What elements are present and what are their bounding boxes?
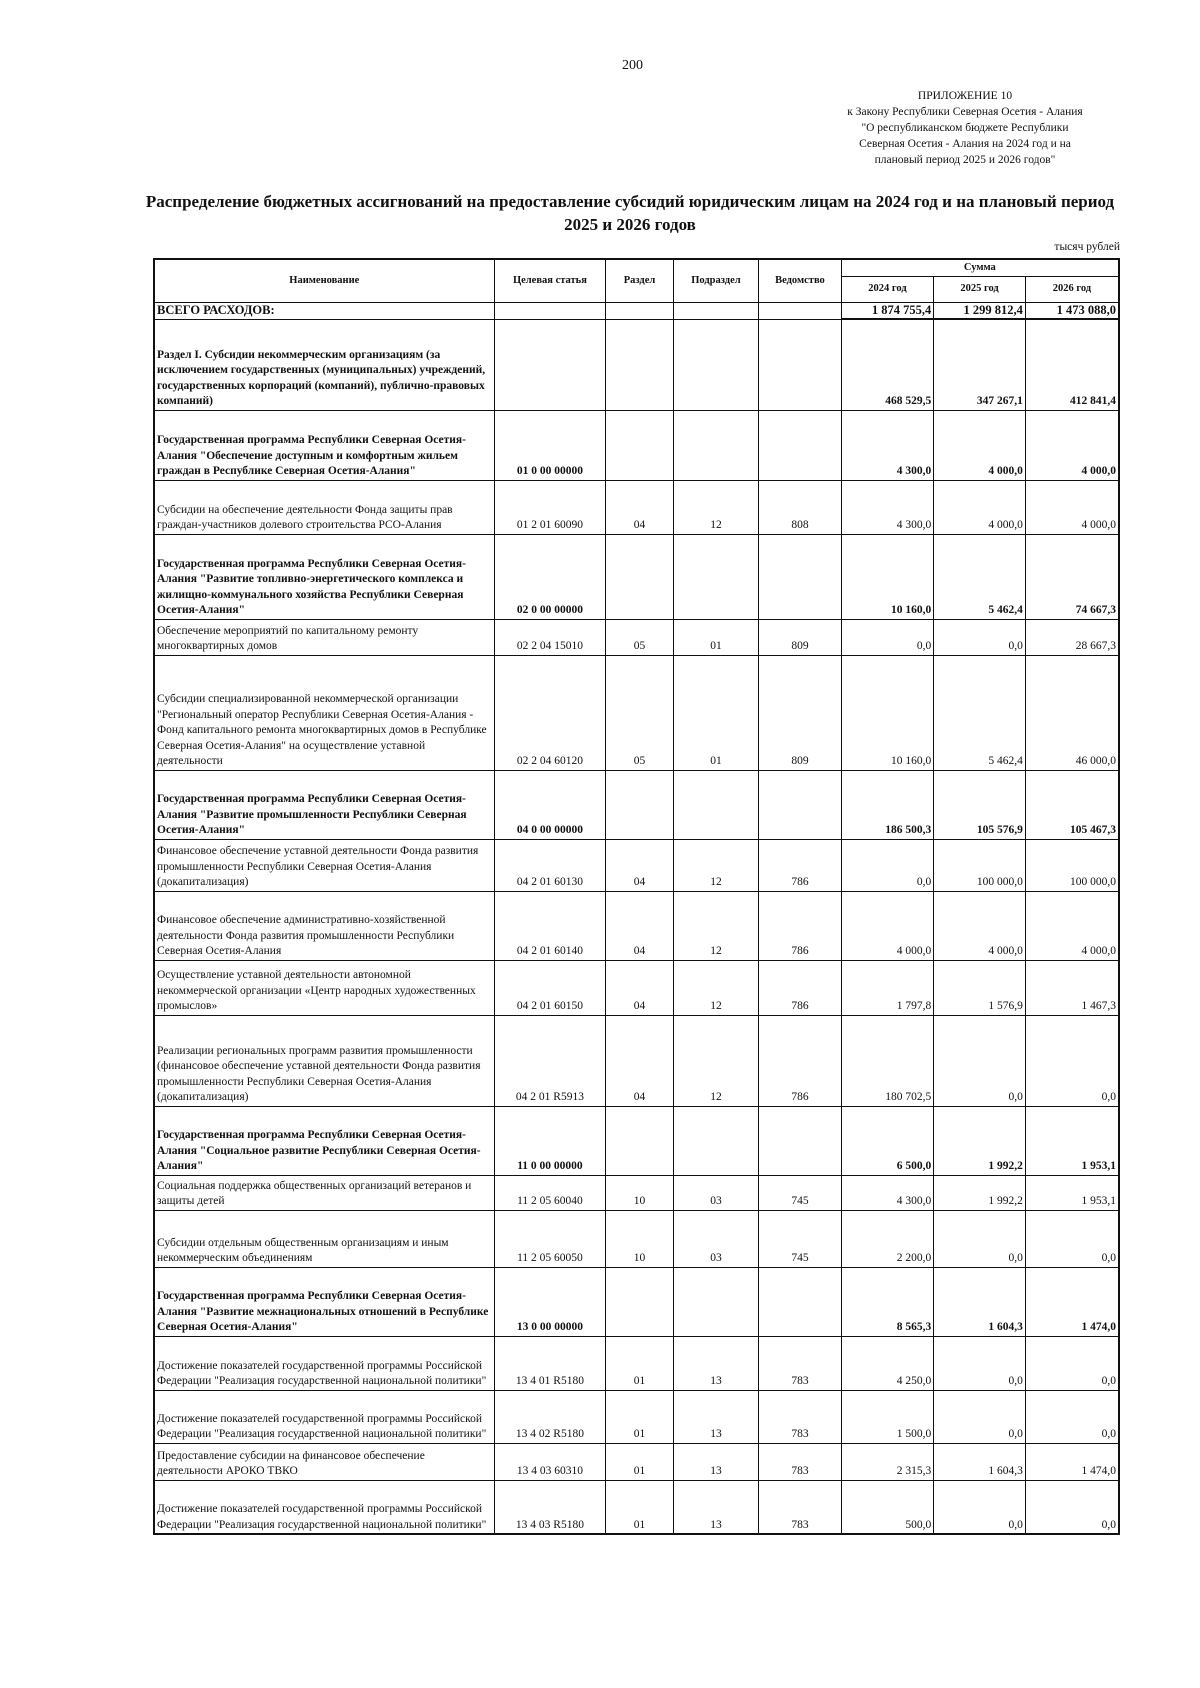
program-row bbox=[154, 534, 1119, 619]
row-2024: 2 315,3 bbox=[841, 1443, 934, 1480]
row-subsection: 01 bbox=[673, 655, 759, 770]
row-2025: 5 462,4 bbox=[934, 534, 1026, 619]
row-subsection bbox=[673, 319, 759, 410]
table-row bbox=[154, 1390, 1119, 1443]
row-target: 13 0 00 00000 bbox=[494, 1267, 606, 1336]
row-2025: 1 992,2 bbox=[934, 1106, 1026, 1175]
table-row bbox=[154, 480, 1119, 534]
row-department: 745 bbox=[759, 1210, 842, 1267]
row-name: Финансовое обеспечение уставной деятельности Фонда развития промышленности Республики Северная Осетия-Алания (докапитализация) bbox=[154, 839, 494, 891]
row-2025: 0,0 bbox=[934, 1480, 1026, 1534]
row-subsection: 03 bbox=[673, 1175, 759, 1210]
page-number: 200 bbox=[622, 58, 643, 73]
table-row bbox=[154, 655, 1119, 770]
row-2025: 347 267,1 bbox=[934, 319, 1026, 410]
row-2025: 5 462,4 bbox=[934, 655, 1026, 770]
row-2026: 4 000,0 bbox=[1025, 410, 1119, 480]
row-section bbox=[606, 410, 673, 480]
row-department: 783 bbox=[759, 1480, 842, 1534]
row-2024: 6 500,0 bbox=[841, 1106, 934, 1175]
row-target: 01 0 00 00000 bbox=[494, 410, 606, 480]
row-subsection: 12 bbox=[673, 480, 759, 534]
row-name: Достижение показателей государственной программы Российской Федерации "Реализация государственной национальной политики" bbox=[154, 1336, 494, 1390]
row-section: 04 bbox=[606, 480, 673, 534]
row-2024: 8 565,3 bbox=[841, 1267, 934, 1336]
row-department: 783 bbox=[759, 1390, 842, 1443]
row-name: Предоставление субсидии на финансовое обеспечение деятельности АРОКО ТВКО bbox=[154, 1443, 494, 1480]
row-2026: 4 000,0 bbox=[1025, 480, 1119, 534]
row-2026: 0,0 bbox=[1025, 1210, 1119, 1267]
row-name: Финансовое обеспечение административно-хозяйственной деятельности Фонда развития промышленности Республики Северная Осетия-Алания bbox=[154, 891, 494, 960]
table-row bbox=[154, 839, 1119, 891]
row-2026: 46 000,0 bbox=[1025, 655, 1119, 770]
row-department: 783 bbox=[759, 1443, 842, 1480]
row-section bbox=[606, 319, 673, 410]
row-target: 13 4 01 R5180 bbox=[494, 1336, 606, 1390]
row-subsection bbox=[673, 410, 759, 480]
row-2025: 0,0 bbox=[934, 1210, 1026, 1267]
total-2026: 1 473 088,0 bbox=[1025, 302, 1119, 319]
row-2026: 0,0 bbox=[1025, 1336, 1119, 1390]
row-2026: 74 667,3 bbox=[1025, 534, 1119, 619]
program-row bbox=[154, 770, 1119, 839]
row-section: 01 bbox=[606, 1336, 673, 1390]
row-section bbox=[606, 1106, 673, 1175]
row-subsection: 01 bbox=[673, 619, 759, 655]
header-2026: 2026 год bbox=[1025, 276, 1119, 302]
row-subsection: 13 bbox=[673, 1480, 759, 1534]
row-2024: 0,0 bbox=[841, 619, 934, 655]
row-2024: 4 300,0 bbox=[841, 1175, 934, 1210]
header-department: Ведомство bbox=[759, 259, 842, 302]
row-name: Государственная программа Республики Северная Осетия-Алания "Развитие топливно-энергетического комплекса и жилищно-коммунального хозяйства Республики Северная Осетия-Алания" bbox=[154, 534, 494, 619]
row-2025: 4 000,0 bbox=[934, 480, 1026, 534]
row-name: Достижение показателей государственной программы Российской Федерации "Реализация государственной национальной политики" bbox=[154, 1390, 494, 1443]
table-row bbox=[154, 1210, 1119, 1267]
row-2024: 180 702,5 bbox=[841, 1015, 934, 1106]
row-2026: 0,0 bbox=[1025, 1480, 1119, 1534]
row-department bbox=[759, 534, 842, 619]
row-section: 05 bbox=[606, 619, 673, 655]
row-target: 13 4 02 R5180 bbox=[494, 1390, 606, 1443]
table-row bbox=[154, 960, 1119, 1015]
row-target: 02 2 04 60120 bbox=[494, 655, 606, 770]
row-section bbox=[606, 534, 673, 619]
row-subsection: 12 bbox=[673, 960, 759, 1015]
row-2026: 0,0 bbox=[1025, 1390, 1119, 1443]
row-2024: 186 500,3 bbox=[841, 770, 934, 839]
row-2024: 1 797,8 bbox=[841, 960, 934, 1015]
program-row bbox=[154, 319, 1119, 410]
appendix-line-4: Северная Осетия - Алания на 2024 год и на bbox=[859, 138, 1071, 150]
row-section: 01 bbox=[606, 1443, 673, 1480]
row-section: 01 bbox=[606, 1390, 673, 1443]
row-target: 01 2 01 60090 bbox=[494, 480, 606, 534]
row-department: 809 bbox=[759, 619, 842, 655]
header-2024: 2024 год bbox=[841, 276, 934, 302]
table-row bbox=[154, 1175, 1119, 1210]
row-section: 04 bbox=[606, 891, 673, 960]
total-2025: 1 299 812,4 bbox=[934, 302, 1026, 319]
row-section: 10 bbox=[606, 1175, 673, 1210]
program-row bbox=[154, 1106, 1119, 1175]
table-row bbox=[154, 891, 1119, 960]
row-name: Достижение показателей государственной программы Российской Федерации "Реализация государственной национальной политики" bbox=[154, 1480, 494, 1534]
row-2025: 0,0 bbox=[934, 619, 1026, 655]
row-2024: 4 300,0 bbox=[841, 480, 934, 534]
row-department: 786 bbox=[759, 1015, 842, 1106]
row-target: 13 4 03 R5180 bbox=[494, 1480, 606, 1534]
row-department bbox=[759, 770, 842, 839]
row-section: 10 bbox=[606, 1210, 673, 1267]
header-name: Наименование bbox=[154, 259, 494, 302]
row-target: 04 2 01 60140 bbox=[494, 891, 606, 960]
appendix-line-1: ПРИЛОЖЕНИЕ 10 bbox=[917, 90, 1013, 102]
row-2025: 1 604,3 bbox=[934, 1267, 1026, 1336]
row-2026: 412 841,4 bbox=[1025, 319, 1119, 410]
total-department bbox=[759, 302, 842, 319]
row-section: 04 bbox=[606, 839, 673, 891]
row-section: 05 bbox=[606, 655, 673, 770]
row-department: 786 bbox=[759, 839, 842, 891]
row-subsection bbox=[673, 534, 759, 619]
program-row bbox=[154, 410, 1119, 480]
row-subsection: 12 bbox=[673, 1015, 759, 1106]
row-name: Государственная программа Республики Северная Осетия-Алания "Развитие межнациональных отношений в Республике Северная Осетия-Алания" bbox=[154, 1267, 494, 1336]
row-2025: 0,0 bbox=[934, 1390, 1026, 1443]
row-target: 02 2 04 15010 bbox=[494, 619, 606, 655]
row-department bbox=[759, 410, 842, 480]
row-department bbox=[759, 319, 842, 410]
row-target bbox=[494, 319, 606, 410]
program-row bbox=[154, 1267, 1119, 1336]
row-name: Осуществление уставной деятельности автономной некоммерческой организации «Центр народных художественных промыслов» bbox=[154, 960, 494, 1015]
row-subsection bbox=[673, 1106, 759, 1175]
total-section bbox=[606, 302, 673, 319]
row-2026: 105 467,3 bbox=[1025, 770, 1119, 839]
appendix-heading bbox=[800, 88, 1130, 168]
row-subsection: 13 bbox=[673, 1336, 759, 1390]
row-2026: 28 667,3 bbox=[1025, 619, 1119, 655]
row-section bbox=[606, 1267, 673, 1336]
row-2026: 4 000,0 bbox=[1025, 891, 1119, 960]
row-department: 786 bbox=[759, 891, 842, 960]
row-section bbox=[606, 770, 673, 839]
header-target: Целевая статья bbox=[494, 259, 606, 302]
row-2024: 4 250,0 bbox=[841, 1336, 934, 1390]
row-2026: 100 000,0 bbox=[1025, 839, 1119, 891]
document-title: Распределение бюджетных ассигнований на предоставление субсидий юридическим лицам на 2024 год и на плановый период 2025 и 2026 годов bbox=[145, 192, 1115, 234]
row-subsection bbox=[673, 1267, 759, 1336]
row-2025: 1 604,3 bbox=[934, 1443, 1026, 1480]
row-subsection: 13 bbox=[673, 1390, 759, 1443]
row-target: 04 2 01 60130 bbox=[494, 839, 606, 891]
total-subsection bbox=[673, 302, 759, 319]
appendix-line-2: к Закону Республики Северная Осетия - Алания bbox=[847, 106, 1083, 118]
row-2026: 1 953,1 bbox=[1025, 1175, 1119, 1210]
row-2025: 0,0 bbox=[934, 1336, 1026, 1390]
row-2025: 1 992,2 bbox=[934, 1175, 1026, 1210]
row-name: Социальная поддержка общественных организаций ветеранов и защиты детей bbox=[154, 1175, 494, 1210]
total-row bbox=[154, 302, 1119, 319]
header-section: Раздел bbox=[606, 259, 673, 302]
row-department bbox=[759, 1106, 842, 1175]
total-label: ВСЕГО РАСХОДОВ: bbox=[154, 302, 494, 319]
row-name: Субсидии отдельным общественным организациям и иным некоммерческим объединениям bbox=[154, 1210, 494, 1267]
row-2024: 4 000,0 bbox=[841, 891, 934, 960]
row-section: 04 bbox=[606, 1015, 673, 1106]
row-section: 01 bbox=[606, 1480, 673, 1534]
row-department: 745 bbox=[759, 1175, 842, 1210]
row-2024: 10 160,0 bbox=[841, 655, 934, 770]
table-row bbox=[154, 619, 1119, 655]
table-row bbox=[154, 1480, 1119, 1534]
row-subsection: 13 bbox=[673, 1443, 759, 1480]
row-2024: 1 500,0 bbox=[841, 1390, 934, 1443]
row-department: 786 bbox=[759, 960, 842, 1015]
total-2024: 1 874 755,4 bbox=[841, 302, 934, 319]
row-target: 04 2 01 60150 bbox=[494, 960, 606, 1015]
row-target: 02 0 00 00000 bbox=[494, 534, 606, 619]
row-subsection bbox=[673, 770, 759, 839]
row-2026: 1 467,3 bbox=[1025, 960, 1119, 1015]
row-2024: 4 300,0 bbox=[841, 410, 934, 480]
row-2025: 4 000,0 bbox=[934, 410, 1026, 480]
row-target: 11 2 05 60040 bbox=[494, 1175, 606, 1210]
row-name: Государственная программа Республики Северная Осетия-Алания "Развитие промышленности Республики Северная Осетия-Алания" bbox=[154, 770, 494, 839]
row-2025: 4 000,0 bbox=[934, 891, 1026, 960]
table-row bbox=[154, 1443, 1119, 1480]
row-name: Субсидии специализированной некоммерческой организации "Региональный оператор Республики Северная Осетия-Алания - Фонд капитального ремонта многоквартирных домов в Республике Северная Осетия-Алания" на осуществление уставной деятельности bbox=[154, 655, 494, 770]
row-target: 04 2 01 R5913 bbox=[494, 1015, 606, 1106]
row-2025: 1 576,9 bbox=[934, 960, 1026, 1015]
row-2024: 0,0 bbox=[841, 839, 934, 891]
row-subsection: 12 bbox=[673, 839, 759, 891]
total-target bbox=[494, 302, 606, 319]
row-name: Обеспечение мероприятий по капитальному ремонту многоквартирных домов bbox=[154, 619, 494, 655]
table-row bbox=[154, 1015, 1119, 1106]
row-2026: 1 474,0 bbox=[1025, 1267, 1119, 1336]
header-subsection: Подраздел bbox=[673, 259, 759, 302]
row-2024: 10 160,0 bbox=[841, 534, 934, 619]
row-2024: 468 529,5 bbox=[841, 319, 934, 410]
header-sum: Сумма bbox=[841, 259, 1119, 276]
row-section: 04 bbox=[606, 960, 673, 1015]
row-2025: 105 576,9 bbox=[934, 770, 1026, 839]
row-target: 04 0 00 00000 bbox=[494, 770, 606, 839]
row-2024: 500,0 bbox=[841, 1480, 934, 1534]
row-name: Реализации региональных программ развития промышленности (финансовое обеспечение уставной деятельности Фонда развития промышленности Республики Северная Осетия-Алания (докапитализация) bbox=[154, 1015, 494, 1106]
appendix-line-3: "О республиканском бюджете Республики bbox=[861, 122, 1069, 134]
appendix-line-5: плановый период 2025 и 2026 годов" bbox=[874, 154, 1056, 166]
row-name: Государственная программа Республики Северная Осетия-Алания "Обеспечение доступным и комфортным жильем граждан в Республике Северная Осетия-Алания" bbox=[154, 410, 494, 480]
row-subsection: 03 bbox=[673, 1210, 759, 1267]
table-row bbox=[154, 1336, 1119, 1390]
row-subsection: 12 bbox=[673, 891, 759, 960]
budget-table bbox=[153, 258, 1120, 1535]
row-target: 11 0 00 00000 bbox=[494, 1106, 606, 1175]
row-2024: 2 200,0 bbox=[841, 1210, 934, 1267]
row-2025: 100 000,0 bbox=[934, 839, 1026, 891]
row-name: Государственная программа Республики Северная Осетия-Алания "Социальное развитие Республики Северная Осетия-Алания" bbox=[154, 1106, 494, 1175]
row-department bbox=[759, 1267, 842, 1336]
unit-label: тысяч рублей bbox=[1054, 241, 1120, 253]
row-2025: 0,0 bbox=[934, 1015, 1026, 1106]
row-2026: 1 474,0 bbox=[1025, 1443, 1119, 1480]
row-2026: 0,0 bbox=[1025, 1015, 1119, 1106]
row-name: Субсидии на обеспечение деятельности Фонда защиты прав граждан-участников долевого строительства РСО-Алания bbox=[154, 480, 494, 534]
row-department: 808 bbox=[759, 480, 842, 534]
row-name: Раздел I. Субсидии некоммерческим организациям (за исключением государственных (муниципальных) учреждений, государственных корпораций (компаний), публично-правовых компаний) bbox=[154, 319, 494, 410]
row-2026: 1 953,1 bbox=[1025, 1106, 1119, 1175]
row-target: 11 2 05 60050 bbox=[494, 1210, 606, 1267]
row-department: 783 bbox=[759, 1336, 842, 1390]
row-target: 13 4 03 60310 bbox=[494, 1443, 606, 1480]
header-2025: 2025 год bbox=[934, 276, 1026, 302]
row-department: 809 bbox=[759, 655, 842, 770]
